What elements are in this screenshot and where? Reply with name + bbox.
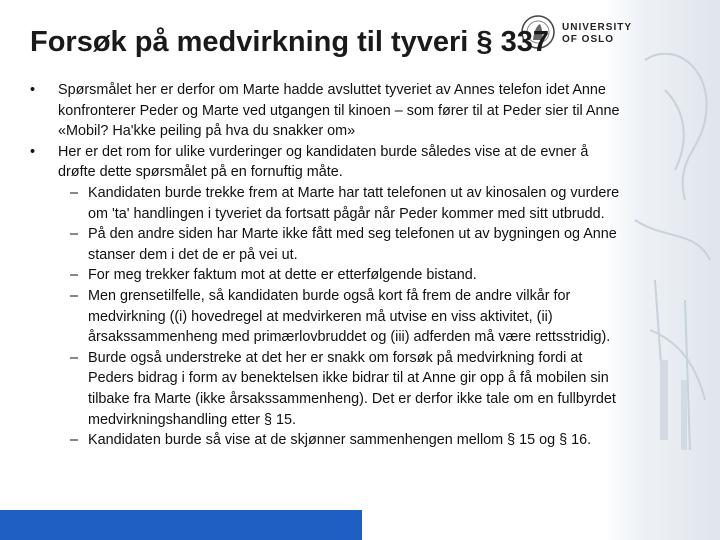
bottom-accent-bar	[0, 510, 362, 540]
sub-bullet-item	[30, 183, 625, 224]
sub-bullet-item	[30, 286, 625, 348]
sub-bullet-marker: –	[70, 226, 79, 243]
sub-bullet-item	[30, 224, 625, 265]
sub-bullet-item	[30, 430, 625, 451]
sub-bullet-marker: –	[70, 287, 79, 304]
bullet-item	[30, 142, 625, 183]
sub-bullet-marker: –	[70, 267, 79, 284]
bullet-text: Spørsmålet her er derfor om Marte hadde avsluttet tyveriet av Annes telefon idet Anne konfronterer Peder og Marte ved utgangen til kinoen – som fører til at Peder sier til Anne «Mobil? Ha'kke peiling på hva du snakker om»	[58, 82, 620, 140]
sub-bullet-text: Kandidaten burde så vise at de skjønner sammenhengen mellom § 15 og § 16.	[88, 432, 592, 449]
sub-bullet-marker: –	[70, 349, 79, 366]
sub-bullet-text: På den andre siden har Marte ikke fått med seg telefonen ut av bygningen og Anne stanser dem i det de er på vei ut.	[88, 226, 617, 263]
sub-bullet-item	[30, 265, 625, 286]
logo-line-1: UNIVERSITY	[562, 22, 633, 33]
bullet-marker: •	[30, 82, 36, 98]
sub-bullet-text: Burde også understreke at det her er snakk om forsøk på medvirkning fordi at Peders bidrag i form av benektelsen ikke bidrar til at Anne gir opp å få mobilen sin tilbake fra Marte (ikke årsakssammenheng). Det er derfor ikke tale om en fullbyrdet medvirkningshandling etter § 15.	[88, 349, 616, 428]
sub-bullet-marker: –	[70, 184, 79, 201]
logo-line-2: OF OSLO	[562, 34, 614, 45]
slide-title: Forsøk på medvirkning til tyveri § 337	[30, 26, 549, 58]
slide-body	[30, 80, 625, 451]
sub-bullet-text: Men grensetilfelle, så kandidaten burde også kort få frem de andre vilkår for medvirkning ((i) hovedregel at medvirkeren må utvise en viss aktivitet, (ii) årsakssammenheng med primærlovbruddet og (iii) adferden må være rettsstridig).	[88, 287, 611, 346]
logo-text	[562, 22, 632, 46]
bullet-marker: •	[30, 143, 36, 160]
bullet-text: Her er det rom for ulike vurderinger og kandidaten burde således vise at de evner å drøfte dette spørsmålet på en fornuftig måte.	[58, 143, 589, 181]
sub-bullet-marker: –	[70, 432, 79, 449]
sub-bullet-item	[30, 348, 625, 430]
bullet-item	[30, 80, 625, 142]
sub-bullet-text: Kandidaten burde trekke frem at Marte har tatt telefonen ut av kinosalen og vurdere om 'ta' handlingen i tyveriet da fortsatt pågår når Peder kommer med sitt utbrudd.	[88, 184, 620, 222]
sub-bullet-text: For meg trekker faktum mot at dette er etterfølgende bistand.	[88, 267, 477, 284]
